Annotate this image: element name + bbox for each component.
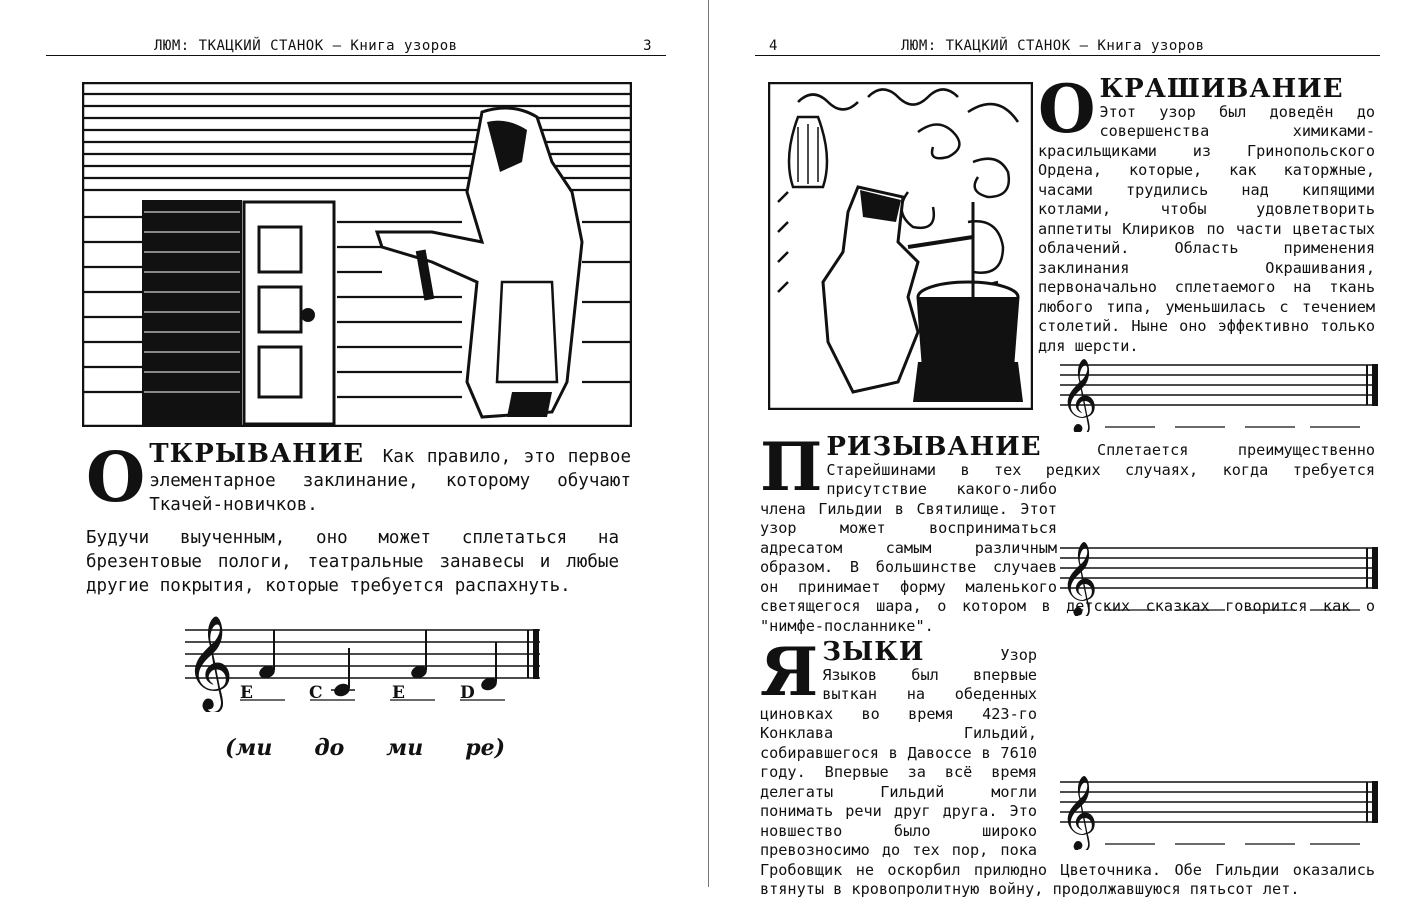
- opening-section: [86, 438, 632, 518]
- header-title: ЛЮМ: ТКАЦКИЙ СТАНОК – Книга узоров: [154, 38, 458, 54]
- solfege-syllables: [225, 735, 505, 761]
- syllable: ми: [386, 735, 424, 761]
- section-text: Этот узор был доведён до совершенства химиками-красильщиками из Гринопольского Ордена, которые, как каторжные, часами трудились над кипящими котлами, чтобы удовлетворить аппетиты Клириков по части цветастых облачений. Область применения заклинания Окрашивания, первоначально сплетаемого на ткань любого типа, уменьшилась с течением столетий. Ныне оно эффективно только для шерсти.: [1038, 102, 1375, 355]
- drop-cap: О: [1038, 70, 1096, 148]
- dyeing-staff: [1060, 357, 1380, 432]
- note-letter: E: [392, 683, 405, 703]
- dyeing-section: [1038, 70, 1375, 356]
- note-letter: D: [460, 683, 475, 703]
- drop-cap: П: [760, 428, 823, 506]
- syllable: (ми: [225, 735, 273, 761]
- syllable: ре): [465, 735, 505, 761]
- header-title: ЛЮМ: ТКАЦКИЙ СТАНОК – Книга узоров: [901, 38, 1205, 54]
- summoning-staff: [1060, 534, 1380, 616]
- opening-body: Будучи выученным, оно может сплетаться на брезентовые пологи, театральные занавесы и любые другие покрытия, которые требуется распахнуть.: [86, 528, 619, 596]
- section-title: ЗЫКИ: [822, 637, 925, 667]
- section-text: Сплетается преимущественно Старейшинами в тех редких случаях, когда требуется присутствие какого-либо члена Гильдии в Святилище. Этот узор может восприниматься адресатом самым различным образом. В большинстве случаев он принимает форму маленького светящегося шара, о котором в детских сказках говорится как о "нимфе-посланнике".: [760, 441, 1375, 635]
- tongues-staff: [1060, 768, 1380, 850]
- treble-clef-icon: 𝄞: [185, 615, 234, 710]
- section-title: РИЗЫВАНИЕ: [826, 432, 1042, 462]
- opening-illustration: [82, 82, 632, 427]
- dyeing-illustration: [768, 82, 1033, 410]
- page-number: 4: [769, 38, 778, 54]
- left-page: [0, 0, 708, 887]
- treble-clef-icon: 𝄞: [1060, 359, 1098, 432]
- page-number: 3: [643, 38, 652, 54]
- syllable: до: [314, 735, 345, 761]
- section-title: ТКРЫВАНИЕ: [149, 439, 365, 469]
- drop-cap: Я: [760, 633, 819, 711]
- treble-clef-icon: 𝄞: [1060, 776, 1098, 850]
- opening-staff: [185, 602, 545, 712]
- section-text: Узор Языков был впервые выткан на обеденных циновках во время 423-го Конклава Гильдий, собиравшегося в Давоссе в 7610 году. Впервые за всё время делегаты Гильдий могли понимать речи друг друга. Это новшество было широко превозносимо до тех пор, пока Гробовщик не оскорбил прилюдно Цветочника. Обе Гильдии оказались втянуты в кровопролитную войну, продолжавшуюся пятьсот лет.: [760, 646, 1375, 898]
- section-intro: Как правило, это первое элементарное заклинание, которому обучают Ткачей-новичков.: [149, 447, 632, 515]
- note-letter: C: [309, 683, 323, 703]
- section-title: КРАШИВАНИЕ: [1099, 74, 1344, 104]
- page-header: [46, 37, 666, 56]
- drop-cap: О: [86, 438, 146, 518]
- page-header: [755, 37, 1380, 56]
- treble-clef-icon: 𝄞: [1060, 542, 1098, 616]
- page-spine: [708, 0, 709, 887]
- right-page: [710, 0, 1418, 898]
- note-letter: E: [240, 683, 253, 703]
